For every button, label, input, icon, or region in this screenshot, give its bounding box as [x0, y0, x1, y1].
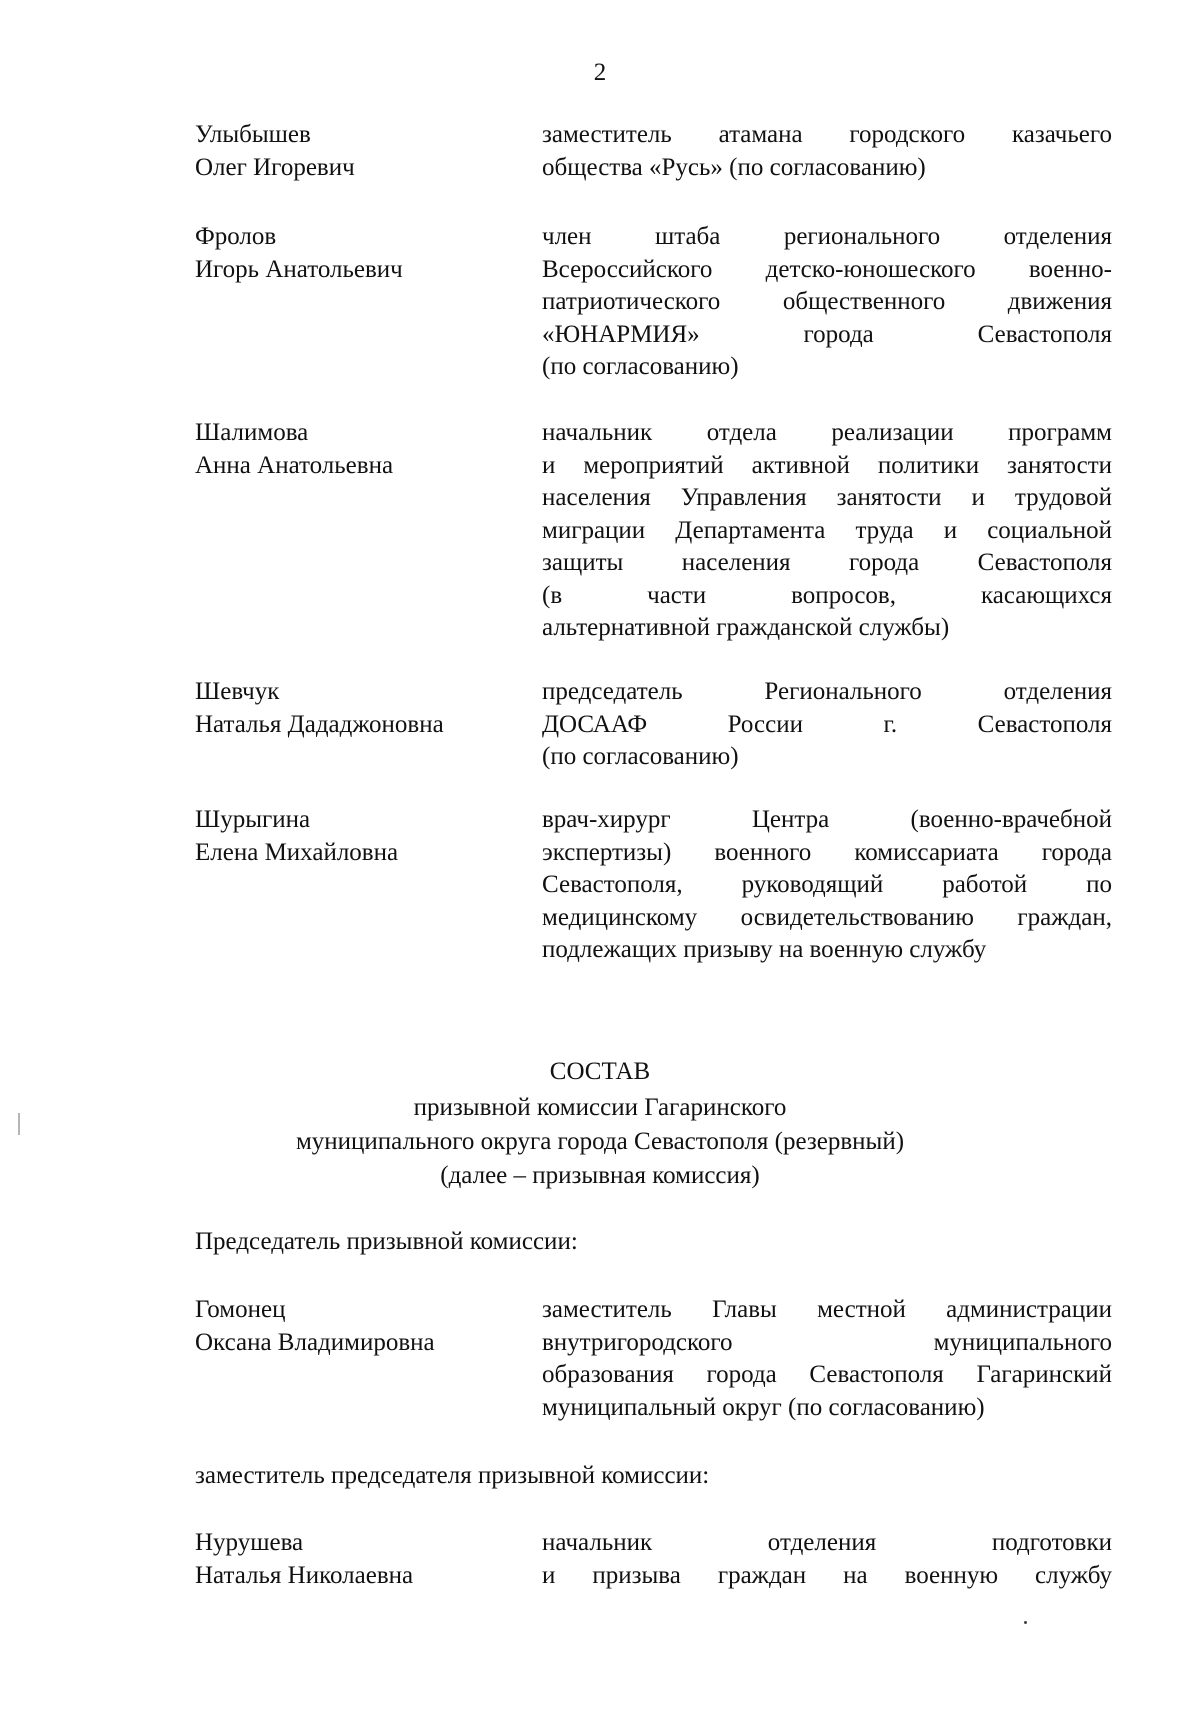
member-role: [542, 676, 1112, 774]
member-given-name: Игорь Анатольевич: [195, 255, 403, 283]
chair-role: [542, 1294, 1112, 1424]
role-line: председатель Регионального отделения: [542, 678, 1112, 705]
role-line: начальник отделения подготовки: [542, 1529, 1112, 1556]
deputy-given-name: Наталья Николаевна: [195, 1561, 414, 1589]
role-line: населения Управления занятости и трудовой: [542, 484, 1112, 511]
deputy-name: [195, 1527, 505, 1592]
role-line: подлежащих призыву на военную службу: [542, 936, 987, 963]
member-role: [542, 804, 1112, 967]
member-name: [195, 417, 505, 482]
role-line: общества «Русь» (по согласованию): [542, 153, 926, 181]
section-subtitle-line: (далее – призывная комиссия): [440, 1162, 760, 1189]
deputy-role: [542, 1527, 1112, 1592]
deputy-label: заместитель председателя призывной комиссии:: [195, 1462, 710, 1489]
member-surname: Фролов: [195, 223, 277, 250]
member-surname: Шурыгина: [195, 806, 311, 833]
scan-margin-mark: [18, 1113, 20, 1135]
member-given-name: Анна Анатольевна: [195, 451, 394, 479]
chair-surname: Гомонец: [195, 1296, 286, 1323]
member-role: [542, 221, 1112, 384]
role-line: муниципальный округ (по согласованию): [542, 1393, 985, 1421]
chair-label: Председатель призывной комиссии:: [195, 1228, 578, 1255]
member-name: [195, 804, 505, 869]
member-surname: Шалимова: [195, 419, 309, 446]
role-line: заместитель Главы местной администрации: [542, 1296, 1112, 1323]
role-line: альтернативной гражданской службы): [542, 614, 950, 641]
role-line: образования города Севастополя Гагаринский: [542, 1361, 1112, 1388]
role-line: Севастополя, руководящий работой по: [542, 871, 1112, 898]
role-line: начальник отдела реализации программ: [542, 419, 1112, 446]
member-surname: Шевчук: [195, 678, 280, 705]
scan-artifact-dot: [1024, 1621, 1027, 1624]
role-line: (по согласованию): [542, 353, 739, 380]
role-line: Всероссийского детско-юношеского военно-: [542, 255, 1112, 283]
page-number: 2: [593, 59, 607, 86]
member-given-name: Елена Михайловна: [195, 838, 399, 866]
role-line: (по согласованию): [542, 743, 739, 770]
role-line: медицинскому освидетельствованию граждан,: [542, 903, 1112, 931]
member-given-name: Олег Игоревич: [195, 153, 355, 181]
member-name: [195, 221, 505, 286]
role-line: (в части вопросов, касающихся: [542, 581, 1112, 609]
section-subtitle-line: муниципального округа города Севастополя (резервный): [295, 1128, 905, 1155]
role-line: и мероприятий активной политики занятости: [542, 451, 1112, 479]
section-subtitle-line: призывной комиссии Гагаринского: [413, 1094, 787, 1121]
role-line: защиты населения города Севастополя: [542, 549, 1112, 576]
member-role: [542, 119, 1112, 184]
role-line: внутригородского муниципального: [542, 1328, 1112, 1356]
role-line: экспертизы) военного комиссариата города: [542, 838, 1112, 866]
role-line: ДОСААФ России г. Севастополя: [542, 710, 1112, 738]
chair-given-name: Оксана Владимировна: [195, 1328, 435, 1356]
role-line: заместитель атамана городского казачьего: [542, 121, 1112, 148]
role-line: «ЮНАРМИЯ» города Севастополя: [542, 320, 1112, 348]
member-role: [542, 417, 1112, 645]
deputy-surname: Нурушева: [195, 1529, 304, 1556]
member-given-name: Наталья Дададжоновна: [195, 710, 444, 738]
member-name: [195, 119, 505, 184]
section-title: СОСТАВ: [549, 1058, 651, 1085]
role-line: врач-хирург Центра (военно-врачебной: [542, 806, 1112, 833]
member-surname: Улыбышев: [195, 121, 311, 148]
chair-name: [195, 1294, 505, 1359]
role-line: и призыва граждан на военную службу: [542, 1561, 1112, 1589]
role-line: миграции Департамента труда и социальной: [542, 516, 1112, 544]
role-line: член штаба регионального отделения: [542, 223, 1112, 250]
role-line: патриотического общественного движения: [542, 288, 1112, 315]
member-name: [195, 676, 505, 741]
